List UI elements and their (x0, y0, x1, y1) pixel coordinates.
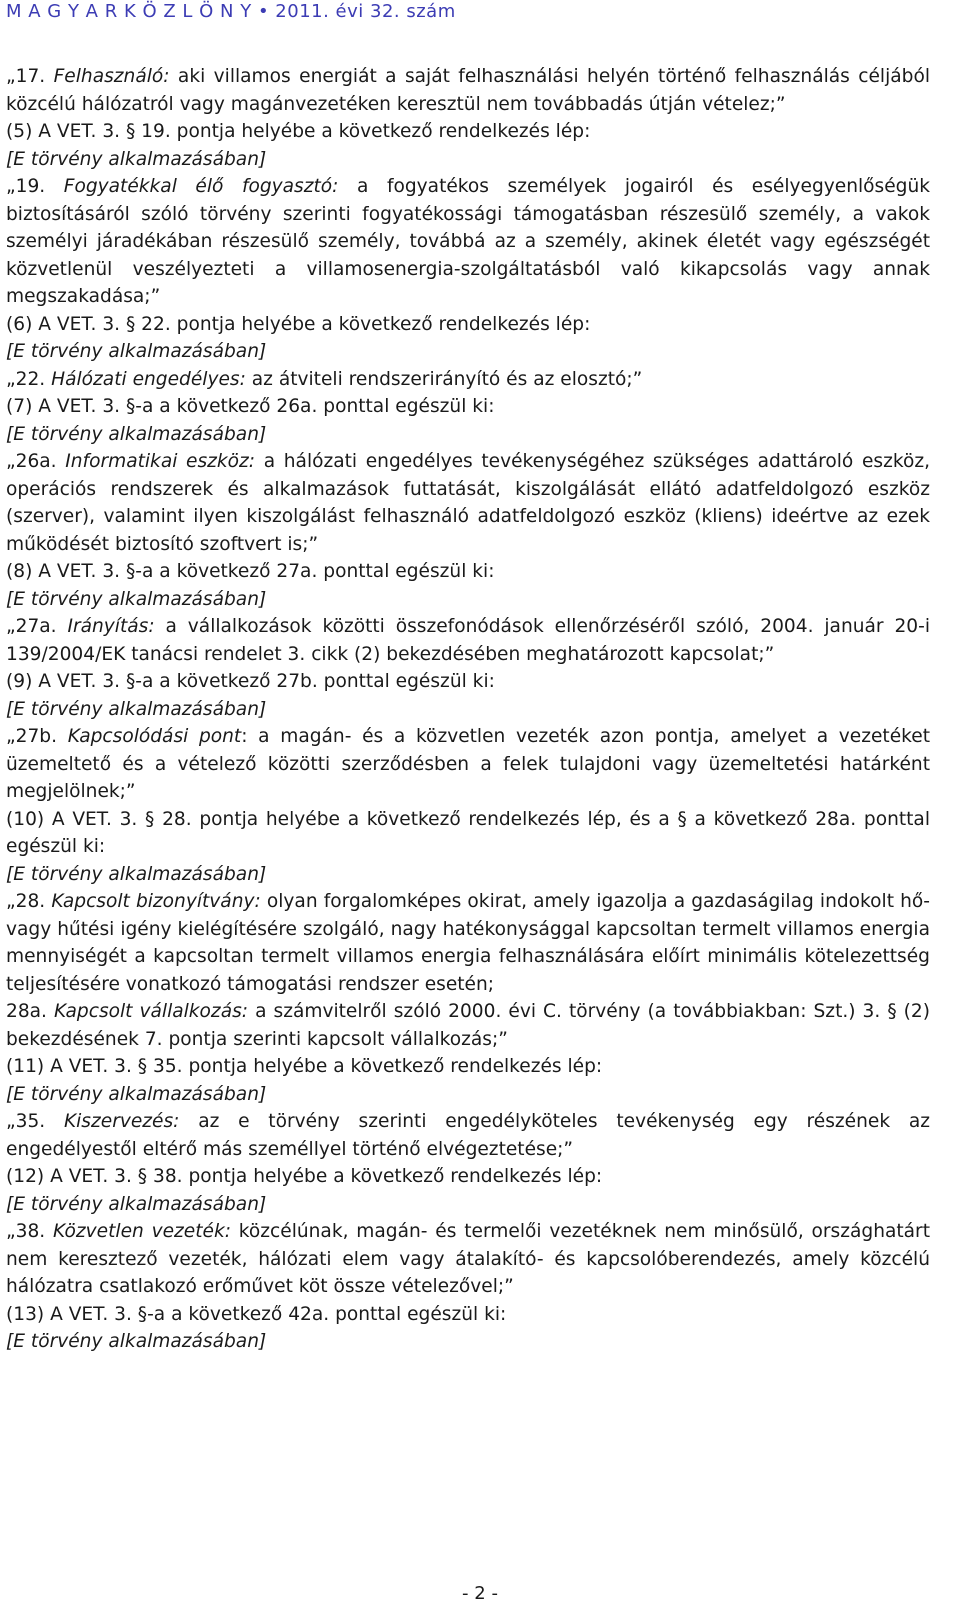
context-note: [E törvény alkalmazásában] (6, 1083, 267, 1105)
definition-paragraph (6, 723, 930, 806)
definition-number: „19. (6, 176, 64, 197)
definition-text: a hálózati engedélyes tevékenységéhez szükséges adattároló eszköz, operációs rendszerek és alkalmazások futtatását, kiszolgálását ellátó adatfeldolgozó eszköz (szerver), valamint ilyen kiszolgálást felhasználó adatfeldolgozó eszköz (kliens) ideértve az ezek működését biztosító szoftvert is;” (6, 451, 930, 555)
definition-text: közcélúnak, magán- és termelői vezetéknek nem minősülő, országhatárt nem keresztező vezeték, hálózati elem vagy átalakító- és kapcsolóberendezés, amely közcélú hálózatra csatlakozó erőművet köt össze vételezővel;” (6, 1221, 930, 1297)
defined-term: Kapcsolt vállalkozás: (54, 1001, 249, 1022)
defined-term: Kapcsolódási pont (67, 726, 242, 747)
context-note: [E törvény alkalmazásában] (6, 863, 267, 885)
definition-text: a fogyatékos személyek jogairól és esélyegyenlőségük biztosításáról szóló törvény szerinti fogyatékossági támogatásban részesülő személy, a vakok személyi járadékában részesülő személy, továbbá az a személy, akinek életét vagy egészségét közvetlenül veszélyezteti a villamosenergia-szolgáltatásból való kikapcsolás vagy annak megszakadása;” (6, 176, 931, 307)
amendment-instruction: (7) A VET. 3. §-a a következő 26a. ponttal egészül ki: (6, 396, 495, 417)
defined-term: Fogyatékkal élő fogyasztó: (63, 176, 339, 197)
context-note: [E törvény alkalmazásában] (6, 698, 267, 720)
defined-term: Kapcsolt bizonyítvány: (51, 891, 261, 912)
journal-header: M A G Y A R K Ö Z L Ö N Y • 2011. évi 32. szám (6, 1, 456, 22)
amendment-instruction: (6) A VET. 3. § 22. pontja helyébe a következő rendelkezés lép: (6, 313, 591, 335)
context-note: [E törvény alkalmazásában] (6, 1331, 267, 1352)
definition-paragraph (6, 63, 930, 118)
defined-term: Felhasználó: (53, 66, 170, 87)
definition-text: az átviteli rendszerirányító és az elosztó;” (245, 368, 643, 390)
amendment-instruction: (11) A VET. 3. § 35. pontja helyébe a következő rendelkezés lép: (6, 1056, 603, 1077)
definition-text: : a magán- és a közvetlen vezeték azon pontja, amelyet a vezetéket üzemeltető és a vételező közötti szerződésben a felek tulajdoni vagy üzemeltetési határként megjelölnek;” (6, 726, 930, 802)
defined-term: Irányítás: (67, 616, 155, 637)
context-note: [E törvény alkalmazásában] (6, 341, 267, 362)
defined-term: Kiszervezés: (63, 1111, 180, 1132)
context-note: [E törvény alkalmazásában] (6, 588, 267, 610)
context-note: [E törvény alkalmazásában] (6, 423, 267, 445)
definition-text: olyan forgalomképes okirat, amely igazolja a gazdaságilag indokolt hő- vagy hűtési igény kielégítésére szolgáló, nagy hatékonysággal kapcsoltan termelt villamos energia mennyiségét a kapcsoltan termelt villamos energia felhasználására előírt minimális kötelezettség teljesítésére vonatkozó támogatási rendszer esetén; (6, 891, 930, 995)
definition-paragraph (6, 173, 930, 311)
definition-number: „35. (6, 1111, 64, 1132)
amendment-instruction: (8) A VET. 3. §-a a következő 27a. ponttal egészül ki: (6, 561, 495, 582)
definition-number: „22. (6, 368, 52, 390)
definition-number: 28a. (6, 1001, 54, 1022)
definition-paragraph (6, 613, 930, 668)
definition-paragraph (6, 448, 930, 558)
definition-paragraph (6, 998, 930, 1053)
defined-term: Informatikai eszköz: (65, 451, 256, 472)
definition-number: „26a. (6, 451, 66, 472)
definition-text: aki villamos energiát a saját felhasználási helyén történő felhasználás céljából közcélú hálózatról vagy magánvezetéken keresztül nem továbbadás útján vételez;” (6, 66, 930, 115)
context-note: [E törvény alkalmazásában] (6, 1193, 267, 1215)
definition-number: „28. (6, 891, 52, 912)
page-number: - 2 - (462, 1583, 498, 1604)
definition-paragraph (6, 1218, 930, 1301)
defined-term: Közvetlen vezeték: (53, 1221, 231, 1242)
definition-paragraph (6, 888, 930, 998)
context-note: [E törvény alkalmazásában] (6, 148, 267, 170)
definition-number: „27a. (6, 616, 68, 637)
definition-text: a számvitelről szóló 2000. évi C. törvény (a továbbiakban: Szt.) 3. § (2) bekezdésének 7. pontja szerinti kapcsolt vállalkozás;” (6, 1001, 930, 1050)
amendment-instruction: (5) A VET. 3. § 19. pontja helyébe a következő rendelkezés lép: (6, 121, 591, 142)
definition-number: „17. (6, 66, 54, 87)
definition-number: „27b. (6, 726, 68, 747)
amendment-instruction: (13) A VET. 3. §-a a következő 42a. ponttal egészül ki: (6, 1303, 507, 1325)
definition-text: az e törvény szerinti engedélyköteles tevékenység egy részének az engedélyestől eltérő más személlyel történő elvégeztetése;” (6, 1111, 930, 1160)
amendment-instruction: (12) A VET. 3. § 38. pontja helyébe a következő rendelkezés lép: (6, 1166, 603, 1187)
amendment-instruction: (9) A VET. 3. §-a a következő 27b. ponttal egészül ki: (6, 671, 495, 692)
amendment-instruction: (10) A VET. 3. § 28. pontja helyébe a következő rendelkezés lép, és a § a következő 28a. ponttal egészül ki: (6, 808, 930, 857)
defined-term: Hálózati engedélyes: (51, 368, 246, 390)
definition-text: a vállalkozások közötti összefonódások ellenőrzéséről szóló, 2004. január 20-i 139/2004/EK tanácsi rendelet 3. cikk (2) bekezdésében meghatározott kapcsolat;” (6, 616, 930, 665)
definition-paragraph (6, 1108, 930, 1163)
definition-number: „38. (6, 1221, 53, 1242)
document-body (6, 63, 930, 1356)
definition-paragraph (6, 366, 930, 394)
